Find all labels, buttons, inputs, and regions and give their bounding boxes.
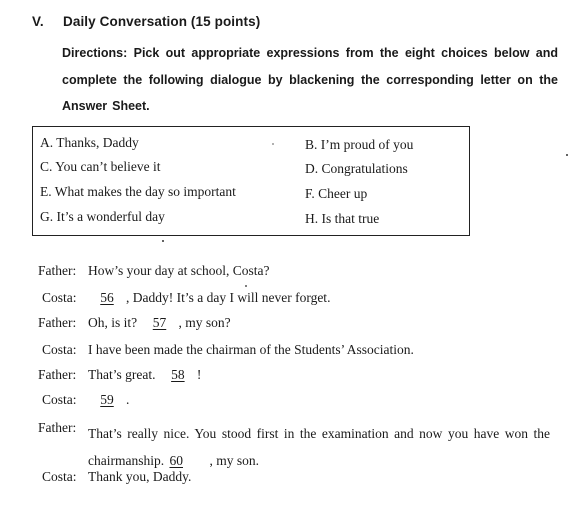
answer-blank-59: 59 bbox=[100, 392, 114, 407]
choice-h: H. Is that true bbox=[305, 211, 380, 226]
utterance-text: Thank you, Daddy. bbox=[88, 469, 192, 484]
scan-speck bbox=[272, 143, 274, 145]
section-title: Daily Conversation (15 points) bbox=[63, 14, 261, 29]
choices-box bbox=[32, 126, 470, 236]
utterance bbox=[88, 469, 191, 485]
utterance-text: . bbox=[126, 392, 130, 407]
utterance-text: That’s really nice. You stood first in the examination and now you have won the chairmanship. bbox=[88, 426, 550, 468]
answer-blank-57: 57 bbox=[152, 315, 167, 330]
dialogue-line bbox=[0, 290, 580, 312]
answer-blank-58: 58 bbox=[171, 367, 185, 382]
dialogue-line bbox=[0, 392, 580, 414]
utterance-text: Oh, is it? bbox=[88, 315, 141, 330]
utterance bbox=[88, 367, 201, 383]
utterance bbox=[88, 342, 414, 358]
speaker-label: Father: bbox=[38, 367, 77, 382]
scan-speck bbox=[245, 285, 247, 287]
utterance bbox=[88, 315, 231, 331]
choice-g: G. It’s a wonderful day bbox=[40, 209, 165, 224]
speaker-label: Costa: bbox=[42, 290, 77, 305]
speaker-label: Father: bbox=[38, 315, 77, 330]
section-heading bbox=[32, 14, 260, 29]
speaker-label: Costa: bbox=[42, 392, 77, 407]
choice-c: C. You can’t believe it bbox=[40, 159, 161, 174]
dialogue-line bbox=[0, 367, 580, 389]
speaker-label: Costa: bbox=[42, 469, 77, 484]
directions-text: Directions: Pick out appropriate expressions from the eight choices below and complete the following dialogue by blackening the corresponding letter on the Answer Sheet. bbox=[62, 46, 558, 113]
dialogue-line bbox=[0, 315, 580, 337]
utterance bbox=[88, 420, 550, 474]
utterance-text: , Daddy! It’s a day I will never forget. bbox=[126, 290, 331, 305]
utterance-text: , my son. bbox=[209, 453, 259, 468]
dialogue-line bbox=[0, 263, 580, 285]
answer-blank-56: 56 bbox=[100, 290, 114, 305]
dialogue-line bbox=[0, 420, 580, 470]
dialogue-line bbox=[0, 469, 580, 491]
utterance-text: , my son? bbox=[178, 315, 231, 330]
dialogue-line bbox=[0, 342, 580, 364]
choice-d: D. Congratulations bbox=[305, 161, 408, 176]
scan-speck bbox=[566, 154, 568, 156]
scan-speck bbox=[162, 240, 164, 242]
utterance-text: ! bbox=[196, 367, 202, 382]
choice-a: A. Thanks, Daddy bbox=[40, 135, 139, 150]
section-number: V. bbox=[32, 14, 44, 29]
answer-blank-60: 60 bbox=[169, 453, 183, 468]
utterance-text: I have been made the chairman of the Students’ Association. bbox=[88, 342, 414, 357]
speaker-label: Costa: bbox=[42, 342, 77, 357]
choice-e: E. What makes the day so important bbox=[40, 184, 236, 199]
speaker-label: Father: bbox=[38, 263, 77, 278]
choice-b: B. I’m proud of you bbox=[305, 137, 414, 152]
utterance-text: How’s your day at school, Costa? bbox=[88, 263, 270, 278]
speaker-label: Father: bbox=[38, 420, 77, 435]
utterance-text: That’s great. bbox=[88, 367, 159, 382]
choice-f: F. Cheer up bbox=[305, 186, 368, 201]
utterance bbox=[88, 392, 129, 408]
utterance bbox=[88, 290, 330, 306]
utterance bbox=[88, 263, 269, 279]
